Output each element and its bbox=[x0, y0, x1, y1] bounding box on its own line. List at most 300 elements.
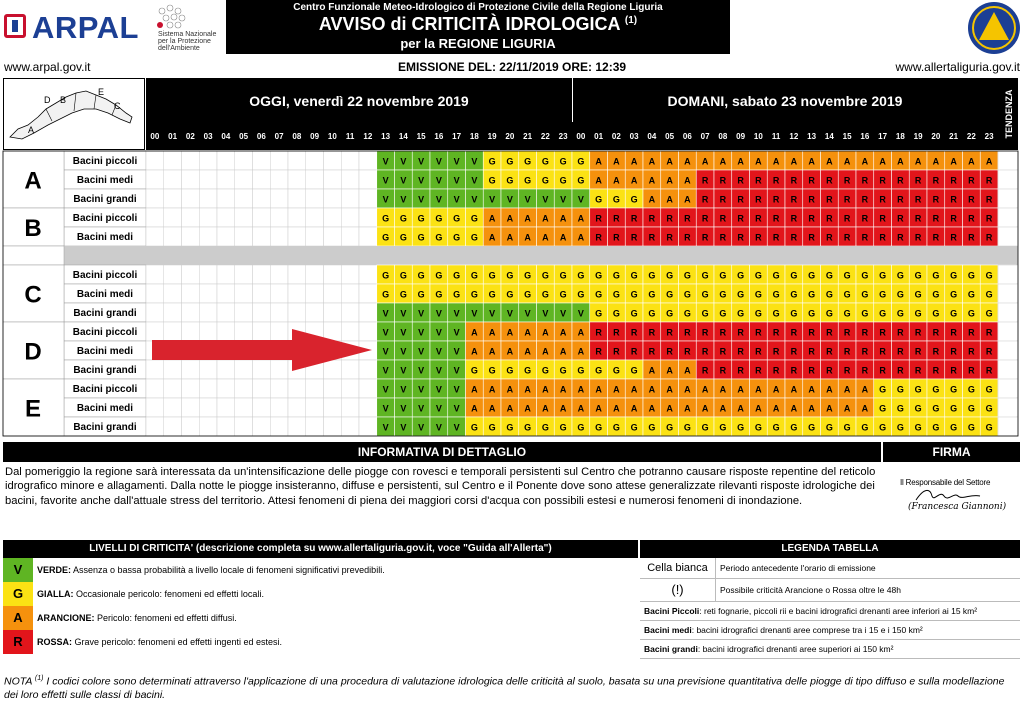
empty-cell bbox=[146, 227, 164, 246]
empty-cell bbox=[199, 417, 217, 436]
tendenza-cell bbox=[998, 151, 1018, 170]
empty-cell bbox=[253, 227, 271, 246]
criticality-code: A bbox=[524, 327, 531, 338]
criticality-code: A bbox=[524, 384, 531, 395]
criticality-code: R bbox=[666, 213, 673, 224]
criticality-code: G bbox=[488, 289, 496, 300]
tendenza-cell bbox=[998, 398, 1018, 417]
empty-cell bbox=[164, 208, 182, 227]
criticality-code: R bbox=[897, 365, 904, 376]
empty-cell bbox=[359, 227, 377, 246]
empty-cell bbox=[164, 227, 182, 246]
criticality-code: R bbox=[772, 365, 780, 376]
firma-heading: FIRMA bbox=[883, 442, 1020, 462]
allertaliguria-url-link[interactable]: www.allertaliguria.gov.it bbox=[895, 60, 1020, 74]
criticality-code: R bbox=[790, 213, 798, 224]
criticality-code: V bbox=[400, 156, 407, 167]
criticality-code: A bbox=[826, 403, 833, 414]
empty-cell bbox=[164, 170, 182, 189]
criticality-code: A bbox=[595, 156, 602, 167]
criticality-code: V bbox=[435, 346, 442, 357]
criticality-code: V bbox=[489, 194, 496, 205]
criticality-code: R bbox=[719, 365, 727, 376]
criticality-code: R bbox=[932, 327, 940, 338]
criticality-code: R bbox=[808, 327, 815, 338]
empty-cell bbox=[164, 322, 182, 341]
empty-cell bbox=[324, 398, 342, 417]
criticality-code: G bbox=[932, 384, 940, 395]
criticality-code: G bbox=[861, 422, 869, 433]
tendenza-cell bbox=[998, 379, 1018, 398]
criticality-code: G bbox=[985, 270, 993, 281]
empty-cell bbox=[217, 151, 235, 170]
criticality-code: A bbox=[755, 156, 762, 167]
criticality-code: V bbox=[453, 156, 460, 167]
zone-letter: E bbox=[24, 395, 42, 423]
empty-cell bbox=[235, 379, 253, 398]
hour-label: 19 bbox=[913, 132, 923, 141]
criticality-code: R bbox=[914, 365, 922, 376]
criticality-code: G bbox=[950, 308, 958, 319]
empty-cell bbox=[270, 379, 288, 398]
criticality-code: R bbox=[861, 213, 869, 224]
criticality-code: A bbox=[488, 232, 496, 243]
hour-label: 14 bbox=[398, 132, 408, 141]
criticality-code: G bbox=[701, 422, 709, 433]
criticality-code: G bbox=[950, 422, 958, 433]
level-rossa-swatch: R bbox=[3, 630, 33, 654]
empty-cell bbox=[199, 360, 217, 379]
empty-cell bbox=[199, 398, 217, 417]
criticality-code: R bbox=[648, 346, 656, 357]
hour-label: 00 bbox=[150, 132, 160, 141]
empty-cell bbox=[199, 208, 217, 227]
criticality-code: R bbox=[861, 346, 869, 357]
criticality-code: R bbox=[613, 346, 620, 357]
criticality-code: V bbox=[382, 422, 389, 433]
criticality-code: A bbox=[701, 384, 709, 395]
criticality-code: A bbox=[932, 156, 940, 167]
criticality-code: V bbox=[542, 308, 549, 319]
criticality-code: A bbox=[684, 156, 691, 167]
hour-label: 16 bbox=[860, 132, 870, 141]
hour-label: 09 bbox=[736, 132, 746, 141]
criticality-code: A bbox=[542, 327, 549, 338]
hour-label: 07 bbox=[700, 132, 710, 141]
criticality-code: R bbox=[737, 327, 744, 338]
level-gialla-swatch: G bbox=[3, 582, 33, 606]
empty-cell bbox=[182, 208, 200, 227]
criticality-code: G bbox=[896, 384, 904, 395]
tendenza-label: TENDENZA bbox=[1004, 89, 1014, 139]
criticality-code: R bbox=[701, 194, 709, 205]
empty-cell bbox=[324, 360, 342, 379]
criticality-code: G bbox=[896, 422, 904, 433]
criticality-code: G bbox=[914, 289, 922, 300]
empty-cell bbox=[306, 151, 324, 170]
legend-exclamation: (!) Possibile criticità Arancione o Rossa oltre le 48h bbox=[640, 579, 1020, 602]
criticality-code: A bbox=[559, 213, 567, 224]
hour-label: 14 bbox=[824, 132, 834, 141]
empty-cell bbox=[270, 360, 288, 379]
empty-cell bbox=[182, 151, 200, 170]
criticality-code: G bbox=[559, 270, 567, 281]
criticality-code: A bbox=[613, 403, 620, 414]
criticality-code: G bbox=[399, 213, 407, 224]
criticality-code: R bbox=[897, 327, 904, 338]
criticality-code: G bbox=[825, 308, 833, 319]
empty-cell bbox=[270, 170, 288, 189]
criticality-code: G bbox=[772, 308, 780, 319]
criticality-code: G bbox=[524, 156, 532, 167]
criticality-code: A bbox=[684, 194, 691, 205]
criticality-code: G bbox=[435, 232, 443, 243]
tendenza-cell bbox=[998, 227, 1018, 246]
hour-label: 07 bbox=[274, 132, 284, 141]
criticality-code: G bbox=[719, 422, 727, 433]
criticality-code: G bbox=[524, 270, 532, 281]
page-title: AVVISO di CRITICITÀ IDROLOGICA $^{(1)}$ bbox=[318, 14, 638, 34]
criticality-code: A bbox=[506, 384, 514, 395]
empty-cell bbox=[359, 170, 377, 189]
criticality-code: V bbox=[471, 308, 478, 319]
criticality-code: A bbox=[968, 156, 975, 167]
criticality-code: G bbox=[435, 270, 443, 281]
criticality-code: R bbox=[897, 194, 904, 205]
criticality-code: G bbox=[985, 403, 993, 414]
criticality-code: G bbox=[630, 270, 638, 281]
empty-cell bbox=[253, 303, 271, 322]
criticality-code: R bbox=[666, 232, 673, 243]
criticality-code: G bbox=[825, 422, 833, 433]
hour-label: 10 bbox=[327, 132, 337, 141]
criticality-code: G bbox=[825, 289, 833, 300]
empty-cell bbox=[306, 189, 324, 208]
empty-cell bbox=[306, 227, 324, 246]
criticality-code: V bbox=[453, 327, 460, 338]
empty-cell bbox=[253, 360, 271, 379]
criticality-code: G bbox=[648, 422, 656, 433]
criticality-code: A bbox=[542, 232, 549, 243]
level-arancione-swatch: A bbox=[3, 606, 33, 630]
header-centre-name: Centro Funzionale Meteo-Idrologico di Protezione Civile della Regione Liguria bbox=[293, 2, 663, 13]
criticality-code: R bbox=[950, 194, 957, 205]
criticality-code: G bbox=[382, 232, 390, 243]
empty-cell bbox=[217, 265, 235, 284]
zone-letter: C bbox=[24, 281, 42, 309]
criticality-code: V bbox=[524, 194, 531, 205]
criticality-code: A bbox=[826, 156, 833, 167]
zone-letter: B bbox=[24, 215, 42, 242]
criticality-code: G bbox=[470, 365, 478, 376]
empty-cell bbox=[182, 360, 200, 379]
criticality-code: V bbox=[471, 194, 478, 205]
empty-cell bbox=[235, 265, 253, 284]
empty-cell bbox=[288, 379, 306, 398]
empty-cell bbox=[324, 417, 342, 436]
tendenza-cell bbox=[998, 322, 1018, 341]
criticality-code: R bbox=[701, 232, 709, 243]
criticality-code: A bbox=[808, 403, 815, 414]
criticality-code: G bbox=[595, 270, 603, 281]
criticality-code: G bbox=[524, 175, 532, 186]
row-label: Bacini grandi bbox=[73, 308, 137, 319]
criticality-code: V bbox=[435, 327, 442, 338]
criticality-code: A bbox=[648, 384, 656, 395]
criticality-code: V bbox=[453, 384, 460, 395]
criticality-code: A bbox=[506, 232, 514, 243]
criticality-code: A bbox=[630, 175, 638, 186]
today-label: OGGI, venerdì 22 novembre 2019 bbox=[249, 93, 469, 109]
criticality-code: G bbox=[417, 270, 425, 281]
criticality-code: G bbox=[577, 422, 585, 433]
criticality-code: G bbox=[808, 289, 816, 300]
criticality-code: R bbox=[843, 194, 851, 205]
criticality-code: A bbox=[914, 156, 922, 167]
criticality-code: R bbox=[772, 194, 780, 205]
criticality-code: G bbox=[612, 308, 620, 319]
criticality-code: G bbox=[719, 308, 727, 319]
empty-cell bbox=[199, 379, 217, 398]
tendenza-cell bbox=[998, 208, 1018, 227]
criticality-code: A bbox=[595, 175, 602, 186]
criticality-code: R bbox=[861, 232, 869, 243]
criticality-code: A bbox=[772, 156, 780, 167]
empty-cell bbox=[288, 417, 306, 436]
criticality-code: A bbox=[506, 346, 514, 357]
criticality-code: A bbox=[471, 384, 478, 395]
empty-cell bbox=[199, 189, 217, 208]
criticality-code: V bbox=[435, 403, 442, 414]
criticality-code: G bbox=[577, 175, 585, 186]
criticality-code: A bbox=[630, 403, 638, 414]
empty-cell bbox=[235, 398, 253, 417]
hour-label: 06 bbox=[682, 132, 692, 141]
legend-heading: LEGENDA TABELLA bbox=[640, 540, 1020, 558]
empty-cell bbox=[146, 189, 164, 208]
empty-cell bbox=[359, 417, 377, 436]
criticality-code: R bbox=[790, 365, 798, 376]
criticality-code: G bbox=[914, 403, 922, 414]
criticality-code: A bbox=[666, 156, 673, 167]
empty-cell bbox=[341, 170, 359, 189]
empty-cell bbox=[324, 265, 342, 284]
criticality-code: G bbox=[932, 308, 940, 319]
empty-cell bbox=[199, 151, 217, 170]
criticality-code: R bbox=[826, 365, 833, 376]
criticality-code: A bbox=[684, 365, 691, 376]
empty-cell bbox=[324, 379, 342, 398]
criticality-code: G bbox=[612, 270, 620, 281]
criticality-code: A bbox=[861, 384, 869, 395]
hour-label: 06 bbox=[256, 132, 266, 141]
criticality-code: A bbox=[488, 384, 496, 395]
empty-cell bbox=[217, 379, 235, 398]
empty-cell bbox=[306, 170, 324, 189]
criticality-code: R bbox=[719, 213, 727, 224]
criticality-code: R bbox=[897, 213, 904, 224]
criticality-code: V bbox=[400, 403, 407, 414]
criticality-code: R bbox=[719, 346, 727, 357]
tendenza-cell bbox=[998, 303, 1018, 322]
empty-cell bbox=[217, 417, 235, 436]
map-label-d: D bbox=[44, 95, 51, 105]
criticality-code: R bbox=[826, 213, 833, 224]
criticality-code: A bbox=[701, 156, 709, 167]
empty-cell bbox=[235, 151, 253, 170]
criticality-code: G bbox=[879, 384, 887, 395]
criticality-code: V bbox=[453, 422, 460, 433]
criticality-code: V bbox=[418, 327, 425, 338]
empty-cell bbox=[253, 322, 271, 341]
criticality-code: G bbox=[772, 422, 780, 433]
criticality-code: A bbox=[577, 213, 585, 224]
criticality-code: G bbox=[879, 289, 887, 300]
empty-cell bbox=[288, 303, 306, 322]
criticality-code: A bbox=[524, 346, 531, 357]
empty-cell bbox=[306, 265, 324, 284]
criticality-code: V bbox=[524, 308, 531, 319]
criticality-code: G bbox=[790, 422, 798, 433]
criticality-code: V bbox=[560, 194, 567, 205]
empty-cell bbox=[270, 303, 288, 322]
criticality-code: G bbox=[737, 422, 745, 433]
hour-label: 03 bbox=[629, 132, 639, 141]
criticality-code: R bbox=[666, 346, 673, 357]
criticality-code: R bbox=[879, 175, 886, 186]
criticality-code: A bbox=[843, 384, 851, 395]
criticality-code: G bbox=[577, 270, 585, 281]
level-gialla bbox=[3, 582, 638, 607]
criticality-code: G bbox=[861, 270, 869, 281]
empty-cell bbox=[341, 398, 359, 417]
empty-cell bbox=[164, 417, 182, 436]
empty-cell bbox=[146, 322, 164, 341]
criticality-code: V bbox=[542, 194, 549, 205]
criticality-code: G bbox=[612, 365, 620, 376]
empty-cell bbox=[288, 189, 306, 208]
criticality-code: R bbox=[968, 346, 975, 357]
criticality-code: A bbox=[471, 327, 478, 338]
criticality-code: R bbox=[808, 346, 815, 357]
level-verde-name: VERDE: bbox=[37, 565, 72, 575]
criticality-code: R bbox=[843, 175, 851, 186]
criticality-code: G bbox=[666, 270, 674, 281]
empty-cell bbox=[270, 284, 288, 303]
criticality-code: R bbox=[897, 232, 904, 243]
row-label: Bacini piccoli bbox=[72, 270, 138, 281]
hour-label: 08 bbox=[292, 132, 302, 141]
criticality-code: R bbox=[843, 327, 851, 338]
row-label: Bacini medi bbox=[76, 232, 134, 243]
criticality-code: R bbox=[843, 213, 851, 224]
criticality-code: R bbox=[808, 175, 815, 186]
empty-cell bbox=[341, 208, 359, 227]
hour-label: 20 bbox=[931, 132, 941, 141]
criticality-code: G bbox=[719, 270, 727, 281]
empty-cell bbox=[199, 303, 217, 322]
empty-cell bbox=[359, 284, 377, 303]
criticality-code: R bbox=[897, 346, 904, 357]
row-label: Bacini piccoli bbox=[72, 156, 138, 167]
empty-cell bbox=[359, 398, 377, 417]
empty-cell bbox=[324, 303, 342, 322]
criticality-code: R bbox=[595, 327, 602, 338]
empty-cell bbox=[182, 265, 200, 284]
criticality-code: G bbox=[559, 365, 567, 376]
hour-label: 00 bbox=[576, 132, 586, 141]
criticality-code: G bbox=[524, 422, 532, 433]
map-label-e: E bbox=[98, 87, 105, 97]
criticality-code: R bbox=[737, 194, 744, 205]
criticality-code: G bbox=[808, 270, 816, 281]
empty-cell bbox=[270, 265, 288, 284]
criticality-code: R bbox=[808, 232, 815, 243]
row-label: Bacini medi bbox=[76, 346, 134, 357]
hour-label: 01 bbox=[168, 132, 178, 141]
criticality-code: G bbox=[630, 365, 638, 376]
empty-cell bbox=[359, 322, 377, 341]
empty-cell bbox=[288, 398, 306, 417]
empty-cell bbox=[217, 227, 235, 246]
criticality-code: R bbox=[914, 232, 922, 243]
criticality-code: R bbox=[719, 327, 727, 338]
level-verde-desc: Assenza o bassa probabilità a livello locale di fenomeni significativi prevedibili. bbox=[71, 565, 385, 575]
criticality-code: G bbox=[914, 270, 922, 281]
criticality-code: G bbox=[808, 422, 816, 433]
criticality-code: R bbox=[985, 327, 993, 338]
criticality-code: R bbox=[719, 194, 727, 205]
criticality-code: R bbox=[701, 327, 709, 338]
criticality-code: A bbox=[897, 156, 904, 167]
hour-label: 10 bbox=[753, 132, 763, 141]
arpal-url-link[interactable]: www.arpal.gov.it bbox=[4, 60, 91, 74]
empty-cell bbox=[359, 265, 377, 284]
emission-datetime: EMISSIONE DEL: 22/11/2019 ORE: 12:39 bbox=[397, 60, 627, 74]
criticality-code: R bbox=[914, 327, 922, 338]
criticality-code: R bbox=[790, 232, 798, 243]
level-arancione-desc: Pericolo: fenomeni ed effetti diffusi. bbox=[94, 613, 237, 623]
criticality-code: V bbox=[453, 194, 460, 205]
criticality-code: G bbox=[683, 270, 691, 281]
criticality-code: G bbox=[595, 422, 603, 433]
empty-cell bbox=[306, 303, 324, 322]
criticality-code: R bbox=[790, 346, 798, 357]
tendenza-cell bbox=[998, 265, 1018, 284]
empty-cell bbox=[182, 227, 200, 246]
empty-cell bbox=[253, 379, 271, 398]
criticality-code: G bbox=[861, 289, 869, 300]
criticality-code: R bbox=[684, 213, 691, 224]
criticality-code: V bbox=[382, 327, 389, 338]
criticality-code: G bbox=[932, 270, 940, 281]
criticality-code: A bbox=[577, 403, 585, 414]
empty-cell bbox=[199, 265, 217, 284]
empty-cell bbox=[182, 322, 200, 341]
criticality-code: V bbox=[382, 308, 389, 319]
criticality-code: G bbox=[719, 289, 727, 300]
criticality-code: G bbox=[577, 289, 585, 300]
criticality-code: R bbox=[648, 232, 656, 243]
criticality-code: A bbox=[684, 175, 691, 186]
empty-cell bbox=[324, 189, 342, 208]
criticality-code: G bbox=[967, 270, 975, 281]
criticality-code: A bbox=[488, 346, 496, 357]
empty-cell bbox=[288, 227, 306, 246]
criticality-code: G bbox=[595, 194, 603, 205]
criticality-code: R bbox=[897, 175, 904, 186]
criticality-code: R bbox=[772, 175, 780, 186]
